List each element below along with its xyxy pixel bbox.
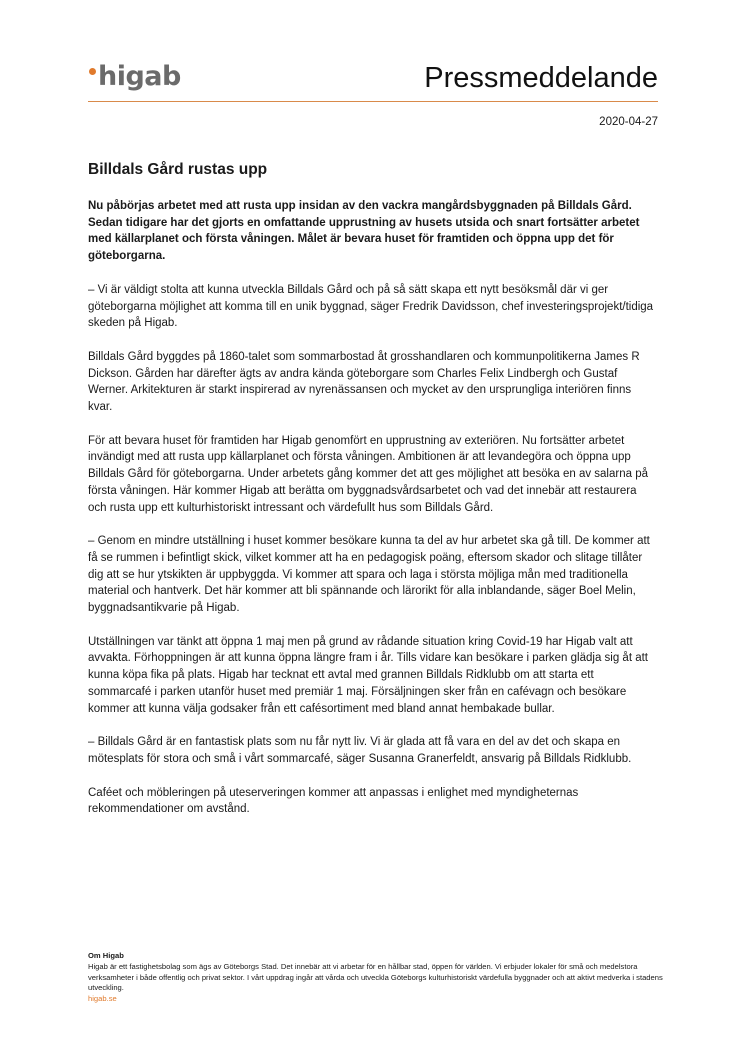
logo-dot-icon [89,68,96,75]
article-body [88,160,658,835]
article-title: Billdals Gård rustas upp [88,161,268,178]
article-lead: Nu påbörjas arbetet med att rusta upp insidan av den vackra mangårdsbyggnaden på Billdals Gård. Sedan tidigare har det gjorts en omfattande upprustning av husets utsida och snart fortsätter arbetet med källarplanet och första våningen. Målet är bevara huset för framtiden och öppna upp det för göteborgarna. [88,200,640,263]
article-paragraph: Utställningen var tänkt att öppna 1 maj men på grund av rådande situation kring Covid-19 har Higab valt att avvakta. Förhoppningen är att kunna öppna längre fram i år. Tills vidare kan besökare i parken glädja sig åt att kunna köpa fika på plats. Higab har tecknat ett avtal med grannen Billdals Ridklubb om att starta ett sommarcafé i parken utanför huset med premiär 1 maj. Försäljningen sker från en cafévagn och besökare kommer att kunna välja godsaker från ett cafésortiment med bland annat hembakade bullar. [88,635,648,715]
article-paragraph: – Billdals Gård är en fantastisk plats som nu får nytt liv. Vi är glada att få vara en del av det och skapa en mötesplats för stora och små i vårt sommarcafé, säger Susanna Granerfeldt, ansvarig på Billdals Ridklubb. [88,736,632,765]
footer-website-link[interactable]: higab.se [88,994,117,1004]
article-paragraph: För att bevara huset för framtiden har Higab genomfört en upprustning av exteriören. Nu fortsätter arbetet invändigt med att rusta upp källarplanet och första våningen. Ambitionen är att levandegöra och öppna upp Billdals Gård för göteborgarna. Under arbetets gång kommer det att ges möjlighet att besöka en av salarna på första våningen. Här kommer Higab att berätta om byggnadsvårdsarbetet och vad det innebär att restaurera och rusta upp ett kulturhistoriskt intressant och värdefullt hus som Billdals Gård. [88,434,648,514]
footer-heading: Om Higab [88,951,124,960]
header-divider [88,101,658,102]
release-date: 2020-04-27 [599,116,658,128]
article-paragraph: Billdals Gård byggdes på 1860-talet som sommarbostad åt grosshandlaren och kommunpolitikerna James R Dickson. Gården har därefter ägts av andra kända göteborgare som Charles Felix Lindbergh och Gustaf Werner. Arkitekturen är starkt inspirerad av nyrenässansen och mycket av den ursprungliga interiören finns kvar. [88,350,640,414]
document-type-heading: Pressmeddelande [424,62,658,94]
logo-text: higab [98,61,181,92]
footer-text: Higab är ett fastighetsbolag som ägs av Göteborgs Stad. Det innebär att vi arbetar för en hållbar stad, öppen för världen. Vi erbjuder lokaler för små och medelstora verksamheter i både offentlig och privat sektor. I vårt uppdrag ingår att vårda och utveckla Göteborgs kulturhistoriskt värdefulla byggnader och att aktivt medverka i stadens utveckling. [88,961,663,993]
article-paragraph: – Genom en mindre utställning i huset kommer besökare kunna ta del av hur arbetet ska gå till. De kommer att få se rummen i befintligt skick, vilket kommer att ha en pedagogisk poäng, eftersom skador och slitage tillåter dig att se hur ytskikten är uppbyggda. Vi kommer att spara och laga i största möjliga mån med traditionella material och hantverk. Det här kommer att bli spännande och lärorikt för alla inblandande, säger Boel Melin, byggnadsantikvarie på Higab. [88,535,650,615]
higab-logo [89,62,181,92]
article-paragraph: – Vi är väldigt stolta att kunna utveckla Billdals Gård och på så sätt skapa ett nytt besöksmål där vi ger göteborgarna möjlighet att komma till en unik byggnad, säger Fredrik Davidsson, chef investeringsprojekt/tidiga skeden på Higab. [88,283,654,330]
article-paragraph: Caféet och möbleringen på uteserveringen kommer att anpassas i enlighet med myndigheternas rekommendationer om avstånd. [88,786,579,816]
about-footer [88,951,663,1005]
